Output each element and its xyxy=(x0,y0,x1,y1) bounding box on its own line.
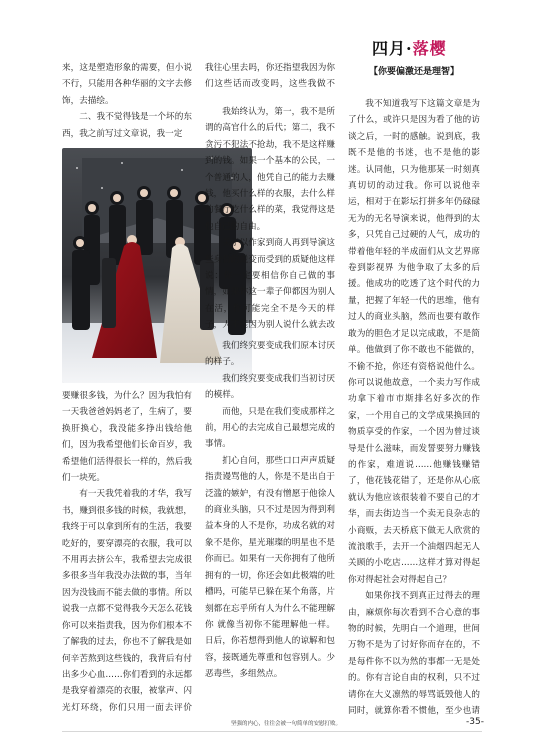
paragraph: 有一天我凭着我的才华，我写书，赚到很多钱的时候，我就想，我终于可以拿到所有的生活，我要吃好的，要穿漂亮的衣服，我可以不用再去挤公车，我希望去完成很多很多当年我没办法做的事，当年因为没钱而不能去做的事情。所以说我一点都不觉得我今天怎么花钱你可以来指责我，因为你们根本不了解我的过去，你也不了解我是如何辛苦熬到这些钱的，我背后有付出多少心血……你们看到的永远都是我穿着漂亮的衣服，被掌声、闪光灯环绕，你们只用一面去评价 xyxy=(62,489,192,713)
section-title xyxy=(372,36,482,58)
paragraph: 我往心里去吗，你还指望我因为你们这些话而改变吗，这些我做不 xyxy=(205,63,335,90)
paragraph: 关于以作家到商人再到导演这些身份的蜕变而受到的质疑他这样说：你一定要相信你自己做的事情，如果你这一辈子仰都因为别人在活，你可能完全不是今天的样子，人不能因为别人说什么就去改 xyxy=(205,238,335,331)
paragraph: 要赚很多钱，为什么？因为我怕有一天我爸爸妈妈老了，生病了，要换肝换心，我没能多挣出钱给他们，因为我希望他们长命百岁，我希望他们活得很长一样的，然后我们一块死。 xyxy=(62,391,192,484)
paragraph: 来，这是塑造形象的需要，但小说不行，只能用各种华丽的文字去修饰，去描绘。 xyxy=(62,63,192,106)
paragraph: 如果你找不到真正过得去的理由，麻烦你每次看到不合心意的事物的时候，先明白一个道理，世间万物不是为了讨好你而存在的，不是每件你不以为然的事都一无是处的。你有言论自由的权利，只不过请你在大义凛然的辱骂诋毁他人的同时，就算你看不惯他，至少也请 xyxy=(348,591,480,717)
paragraph: 二、我不觉得钱是一个坏的东西，我之前写过文章说，我一定 xyxy=(62,112,192,139)
page-number: -35- xyxy=(466,717,484,727)
section-title-prefix: 四月· xyxy=(372,39,413,58)
paragraph: 扪心自问，那些口口声声质疑指责谩骂他的人，你是不是出自于泛滥的嫉妒，有没有憎愿于他徐人的商业头脑，只不过是因为得到利益本身的人不是你，功成名就的对象不是你，星光璀璨的明星也不是你而已。如果有一天你拥有了他所拥有的一切，你还会如此极端的吐槽吗，可能早已躲在某个角落，片刻都在忘乎所有人为什么不能理解你 就像当初你不能理解他一样。日后，你若想得到他人的谅解和包容，接既通先尊重和包容别人。少恶毒些，多组然点。 xyxy=(205,455,335,680)
text-column-1-bottom xyxy=(62,388,192,715)
text-column-2-middle xyxy=(205,104,335,331)
article-subtitle: 【你要偏激还是理智】 xyxy=(368,67,459,77)
text-column-2-top xyxy=(205,60,335,95)
paragraph: 我们终究要变成我们原本讨厌的样子。 xyxy=(205,341,335,368)
paragraph: 而他，只是在我们变成那样之前，用心的去完成自己最想完成的事情。 xyxy=(205,406,335,450)
paragraph: 我始终认为，第一，我不是所谓的高官什么的后代；第二，我不贪污不犯法不抢劫，我不是这样赚到的钱。如果一个基本的公民，一个普通的人，他凭自己的能力去赚钱，他买什么样的衣服，去什么样的餐厅吃什么样的菜，我觉得这是他自己的自由。 xyxy=(205,107,335,232)
section-title-accent: 落樱 xyxy=(412,39,447,58)
paragraph: 我不知道我写下这篇文章是为了什么，或许只是因为看了他的访谈之后，一时的感触。说到底，我既不是他的书迷，也不是他的影迷。认同他，只为他那某一时刻真真切切的动过我。你可以说他幸运，相对于在影坛打拼多年仍碌碌无为的无名导演来说，他得到的太多，只凭自己过硬的人气，成功的带着他年轻的半成面们从文艺界席卷到影视界 为他争取了太多的后援。他成功的吃透了这个时代的力量，把握了年轻一代的思维，他有过人的商业头脑，然而也要有敢作敢为的胆色才足以完成敢，不是简单。他做到了你不敢也不能做的，不偷不抢，你还有资格说他什么。你可以说他故意，一个卖力写作成功拿下着市市斯排名好多次的作家，一个用自己的文学成果换回的物质享受的作家，一个因为曾过谈导是什么滋味，而发誓要努力赚钱的作家，难道说……他赚钱赚错了，他花钱花错了，还是你从心底就认为他应该很装着不要自己的才华，而去街边当一个卖无良杂志的小商贩，去天桥底下做无人欣赏的流浪歌手，去开一个油烟四起无人关顾的小吃店……这样才算对得起你对得起社会对得起自己？ xyxy=(348,99,480,585)
footer-divider xyxy=(62,731,482,732)
footer-note: 坚强的内心，往往会被一句简单的安慰打败。 xyxy=(230,721,341,727)
text-column-3 xyxy=(348,96,480,720)
text-column-2-bottom xyxy=(205,338,335,715)
paragraph: 我们终究要变成我们当初讨厌的模样。 xyxy=(205,373,335,401)
text-column-1-top xyxy=(62,60,192,144)
